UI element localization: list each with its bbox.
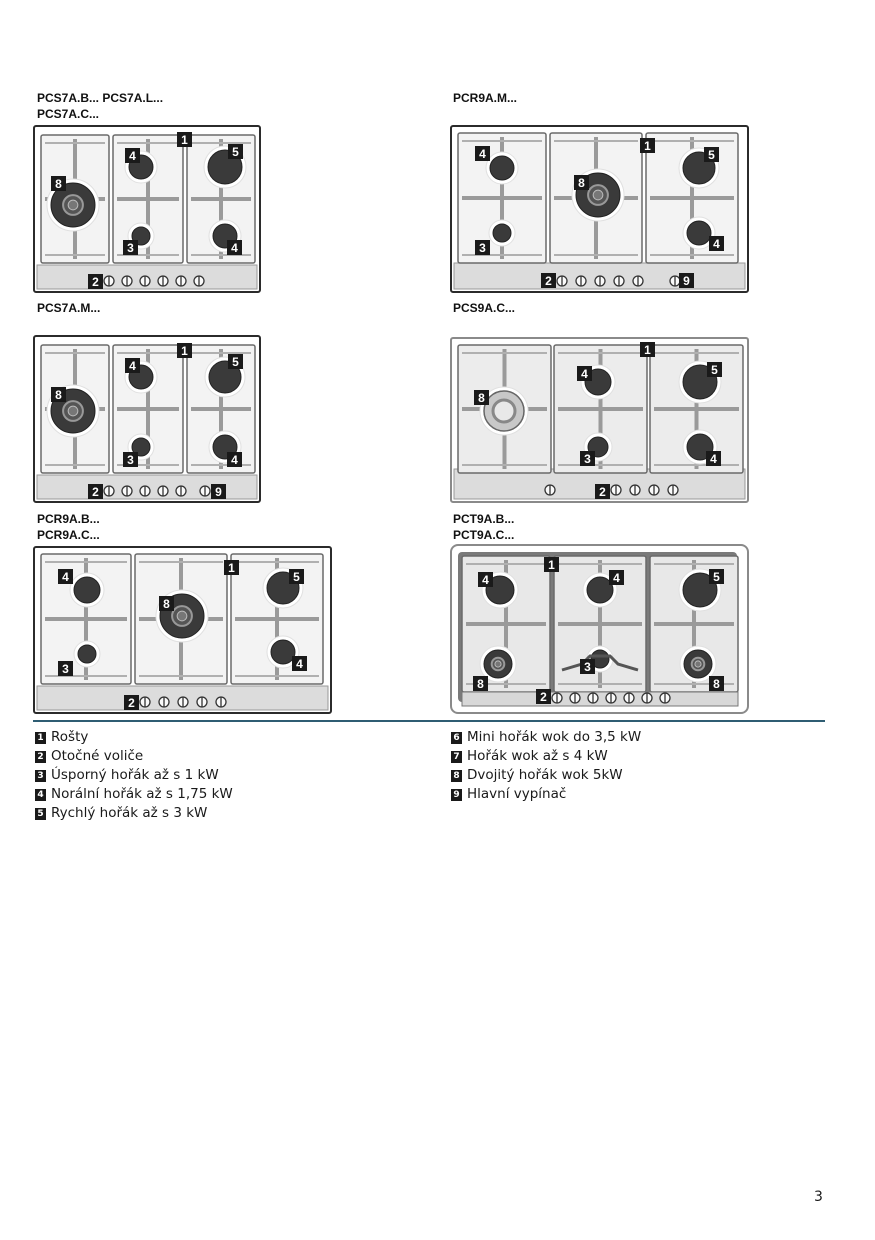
callout-number: 5 [708,148,715,162]
callout-number: 5 [713,570,720,584]
model-line: PCS7A.B... PCS7A.L... [37,91,164,105]
hob-svg [35,548,330,712]
legend-item [35,747,233,766]
model-label-pcs7a-m [37,300,100,316]
model-line: PCS7A.C... [37,107,100,121]
burner [490,156,514,180]
legend-text: Hořák wok až s 4 kW [467,748,608,764]
legend-text: Rošty [51,729,89,745]
model-line: PCR9A.B... [37,512,100,526]
model-label-pcr9a-m [453,90,517,106]
callout-number: 8 [477,677,484,691]
section-divider [33,720,825,722]
legend-number-badge: 5 [35,808,46,820]
callout-number: 3 [62,662,69,676]
callout-number: 3 [479,241,486,255]
burner-ring [493,400,515,422]
legend-number-badge: 3 [35,770,46,782]
model-label-pcs7a-bl [37,90,163,122]
hob-diagram-pct9a-bc [450,544,749,714]
hob-diagram-pcs7a-bl [33,125,261,293]
callout-number: 4 [231,241,238,255]
hob-diagram-pcr9a-m [450,125,749,293]
callout-number: 4 [129,149,136,163]
callout-number: 2 [92,485,99,499]
hob-diagram-pcs7a-m [33,335,261,503]
callout-number: 1 [548,558,555,572]
legend-number-badge: 1 [35,732,46,744]
callout-number: 4 [713,237,720,251]
callout-number: 5 [711,363,718,377]
legend-item [451,728,641,747]
callout-number: 4 [613,571,620,585]
model-line: PCS7A.M... [37,301,101,315]
callout-number: 9 [215,485,222,499]
hob-diagram-pcs9a-c [450,337,749,503]
callout-number: 2 [540,690,547,704]
callout-number: 3 [584,452,591,466]
hob-svg [35,127,259,291]
callout-number: 8 [713,677,720,691]
legend-item [35,728,233,747]
burner-cap [68,200,78,210]
legend-text: Rychlý hořák až s 3 kW [51,805,208,821]
hob-svg [35,337,259,501]
callout-number: 4 [581,367,588,381]
callout-number: 1 [181,344,188,358]
legend-number-badge: 7 [451,751,462,763]
legend-text: Mini hořák wok do 3,5 kW [467,729,642,745]
callout-number: 5 [232,145,239,159]
legend-text: Hlavní vypínač [467,786,567,802]
callout-number: 4 [296,657,303,671]
callout-number: 2 [599,485,606,499]
callout-number: 3 [127,453,134,467]
callout-number: 2 [128,696,135,710]
legend-item [35,766,233,785]
hob-svg [452,127,747,291]
callout-number: 8 [55,388,62,402]
callout-number: 4 [482,573,489,587]
model-line: PCR9A.C... [37,528,100,542]
control-strip [462,692,738,706]
burner-cap [177,611,187,621]
callout-number: 4 [479,147,486,161]
callout-number: 2 [92,275,99,289]
model-line: PCT9A.B... [453,512,515,526]
legend-item [35,785,233,804]
legend-text: Otočné voliče [51,748,144,764]
model-line: PCS9A.C... [453,301,516,315]
legend-number-badge: 8 [451,770,462,782]
burner [271,640,295,664]
burner-cap [68,406,78,416]
callout-number: 4 [710,452,717,466]
legend-item [451,785,641,804]
burner [493,224,511,242]
callout-number: 3 [584,660,591,674]
legend-text: Dvojitý hořák wok 5kW [467,767,623,783]
callout-number: 1 [181,133,188,147]
legend-number-badge: 9 [451,789,462,801]
burner [74,577,100,603]
model-line: PCR9A.M... [453,91,518,105]
burner [78,645,96,663]
legend-number-badge: 2 [35,751,46,763]
legend-left [35,728,233,823]
callout-number: 8 [478,391,485,405]
callout-number: 4 [231,453,238,467]
legend-item [451,766,641,785]
legend-number-badge: 6 [451,732,462,744]
legend-number-badge: 4 [35,789,46,801]
model-label-pct9a-bc [453,511,514,543]
callout-number: 5 [232,355,239,369]
model-line: PCT9A.C... [453,528,515,542]
burner-cap [695,661,701,667]
legend-text: Norální hořák až s 1,75 kW [51,786,233,802]
hob-svg [452,546,747,712]
callout-number: 8 [578,176,585,190]
callout-number: 5 [293,570,300,584]
hob-diagram-pcr9a-bc [33,546,332,714]
burner [687,221,711,245]
burner-cap [593,190,603,200]
callout-number: 4 [62,570,69,584]
hob-svg [452,339,747,501]
callout-number: 4 [129,359,136,373]
model-label-pcs9a-c [453,300,515,316]
callout-number: 1 [228,561,235,575]
legend-item [451,747,641,766]
model-label-pcr9a-bc [37,511,100,543]
callout-number: 1 [644,343,651,357]
legend-item [35,804,233,823]
callout-number: 2 [545,274,552,288]
callout-number: 1 [644,139,651,153]
callout-number: 8 [163,597,170,611]
callout-number: 9 [683,274,690,288]
callout-number: 3 [127,241,134,255]
legend-right [451,728,641,804]
page-number: 3 [814,1189,823,1205]
legend-text: Úsporný hořák až s 1 kW [51,767,219,783]
burner-cap [495,661,501,667]
callout-number: 8 [55,177,62,191]
